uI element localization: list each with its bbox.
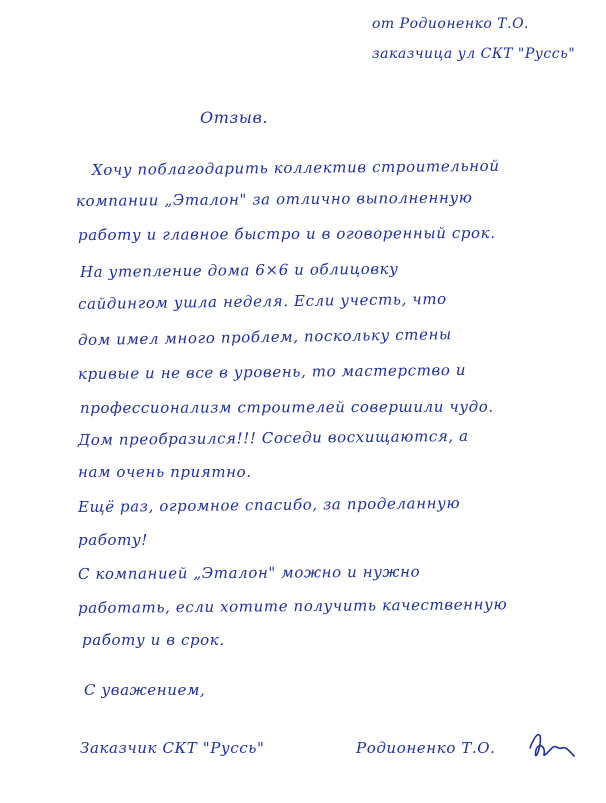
body-line-6: дом имел много проблем, поскольку стены — [77, 325, 452, 349]
header-from-line: от Родионенко Т.О. — [372, 16, 530, 32]
footer-customer: Заказчик СКТ "Руссь" — [80, 739, 265, 757]
body-line-9: Дом преобразился!!! Соседи восхищаются, а — [77, 426, 469, 449]
body-line-12: работу! — [78, 531, 148, 549]
footer-name: Родионенко Т.О. — [356, 739, 496, 757]
closing-line: С уважением, — [84, 681, 206, 699]
body-line-10: нам очень приятно. — [78, 463, 252, 481]
body-line-11: Ещё раз, огромное спасибо, за проделанную — [77, 493, 461, 516]
body-line-1: Хочу поблагодарить коллектив строительной — [91, 156, 500, 179]
letter-title: Отзыв. — [200, 108, 269, 127]
body-line-2: компании „Эталон" за отлично выполненную — [75, 188, 473, 210]
body-line-7: кривые и не все в уровень, то мастерство и — [77, 360, 467, 383]
body-line-4: На утепление дома 6×6 и облицовку — [79, 259, 399, 281]
handwritten-signature-icon — [528, 726, 576, 766]
body-line-8: профессионализм строителей совершили чудо. — [79, 397, 494, 417]
body-line-15: работу и в срок. — [82, 631, 225, 649]
body-line-5: сайдингом ушла неделя. Если учесть, что — [77, 289, 447, 313]
body-line-3: работу и главное быстро и в оговоренный срок. — [77, 223, 496, 244]
body-line-13: С компанией „Эталон" можно и нужно — [77, 562, 421, 583]
header-role-line: заказчица ул СКТ "Руссь" — [372, 46, 576, 62]
body-line-14: работать, если хотите получить качественную — [77, 595, 508, 617]
